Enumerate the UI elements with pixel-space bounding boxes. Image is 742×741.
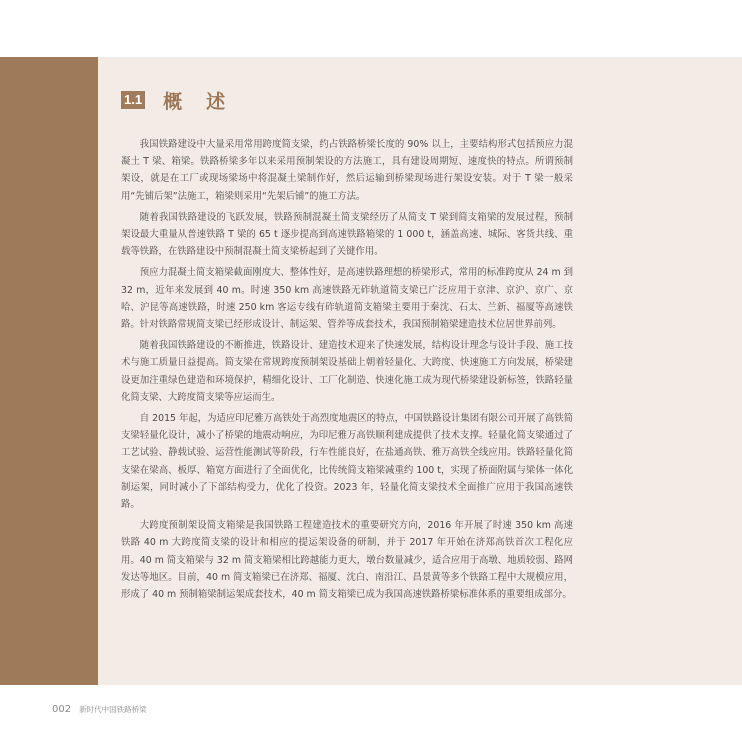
paragraph: 随着我国铁路建设的飞跃发展，铁路预制混凝土简支梁经历了从简支 T 梁到简支箱梁的发展过程，预制架设最大重量从普速铁路 T 梁的 65 t 逐步提高到高速铁路箱梁的 1 000 t，涵盖高速、城际、客货共线、重载等铁路，在铁路建设中预制混凝土简支梁桥起到了关键作用。 bbox=[121, 211, 573, 258]
section-title: 概述 bbox=[163, 90, 250, 113]
decorative-sidebar-strip bbox=[0, 57, 98, 685]
paragraph: 我国铁路建设中大量采用常用跨度简支梁，约占铁路桥梁长度的 90% 以上，主要结构形式包括预应力混凝土 T 梁、箱梁。铁路桥梁多年以来采用预制架设的方法施工，具有建设周期短、速度快的特点。所谓预制架设，就是在工厂或现场梁场中将混凝土梁制作好，然后运输到桥梁现场进行架设安装。对于 T 梁一般采用“先铺后架”法施工，箱梁则采用“先架后铺”的施工方法。 bbox=[121, 139, 573, 202]
paragraph: 自 2015 年起，为适应印尼雅万高铁处于高烈度地震区的特点，中国铁路设计集团有限公司开展了高铁简支梁轻量化设计，减小了桥梁的地震动响应，为印尼雅万高铁顺利建成提供了技术支撑。轻量化简支梁通过了工艺试验、静载试验、运营性能测试等阶段，行车性能良好，在盐通高铁、雅万高铁全线应用。铁路轻量化简支梁在梁高、板厚、箱宽方面进行了全面优化，比传统简支箱梁减重约 100 t，实现了桥面附属与梁体一体化制运架，同时减小了下部结构受力，优化了投资。2023 年，轻量化简支梁技术全面推广应用于我国高速铁路。 bbox=[121, 413, 573, 511]
paragraph: 预应力混凝土简支箱梁截面刚度大、整体性好，是高速铁路理想的桥梁形式，常用的标准跨度从 24 m 到 32 m，近年来发展到 40 m。时速 350 km 高速铁路无砟轨道简支梁已广泛应用于京津、京沪、京广、京哈、沪昆等高速铁路，时速 250 km 客运专线有砟轨道简支箱梁主要用于秦沈、石太、兰新、福厦等高速铁路。针对铁路常规简支梁已经形成设计、制运架、管养等成套技术，我国预制箱梁建造技术位居世界前列。 bbox=[121, 267, 573, 331]
page-footer bbox=[52, 702, 147, 716]
page-number: 002 bbox=[52, 703, 72, 715]
section-heading bbox=[121, 89, 249, 111]
section-number-badge: 1.1 bbox=[121, 91, 145, 109]
body-text bbox=[121, 136, 573, 607]
book-title: 新时代中国铁路桥梁 bbox=[79, 704, 147, 714]
paragraph: 大跨度预制架设简支箱梁是我国铁路工程建造技术的重要研究方向，2016 年开展了时速 350 km 高速铁路 40 m 大跨度简支梁的设计和相应的提运架设备的研制，并于 2017 年开始在济郑高铁首次工程化应用。40 m 简支箱梁与 32 m 简支箱梁相比跨越能力更大，墩台数量减少，适合应用于高墩、地质较弱、路网发达等地区。目前，40 m 简支箱梁已在济郑、福厦、沈白、南沿江、昌景黄等多个铁路工程中大规模应用，形成了 40 m 预制箱梁制运架成套技术，40 m 简支箱梁已成为我国高速铁路桥梁标准体系的重要组成部分。 bbox=[121, 520, 573, 601]
paragraph: 随着我国铁路建设的不断推进，铁路设计、建造技术迎来了快速发展，结构设计理念与设计手段、施工技术与施工质量日益提高。简支梁在常规跨度预制架设基础上朝着轻量化、大跨度、快速施工方向发展，桥梁建设更加注重绿色建造和环境保护，精细化设计、工厂化制造、快速化施工成为现代桥梁建设新标签，铁路轻量化简支梁、大跨度简支梁等应运而生。 bbox=[121, 340, 573, 403]
